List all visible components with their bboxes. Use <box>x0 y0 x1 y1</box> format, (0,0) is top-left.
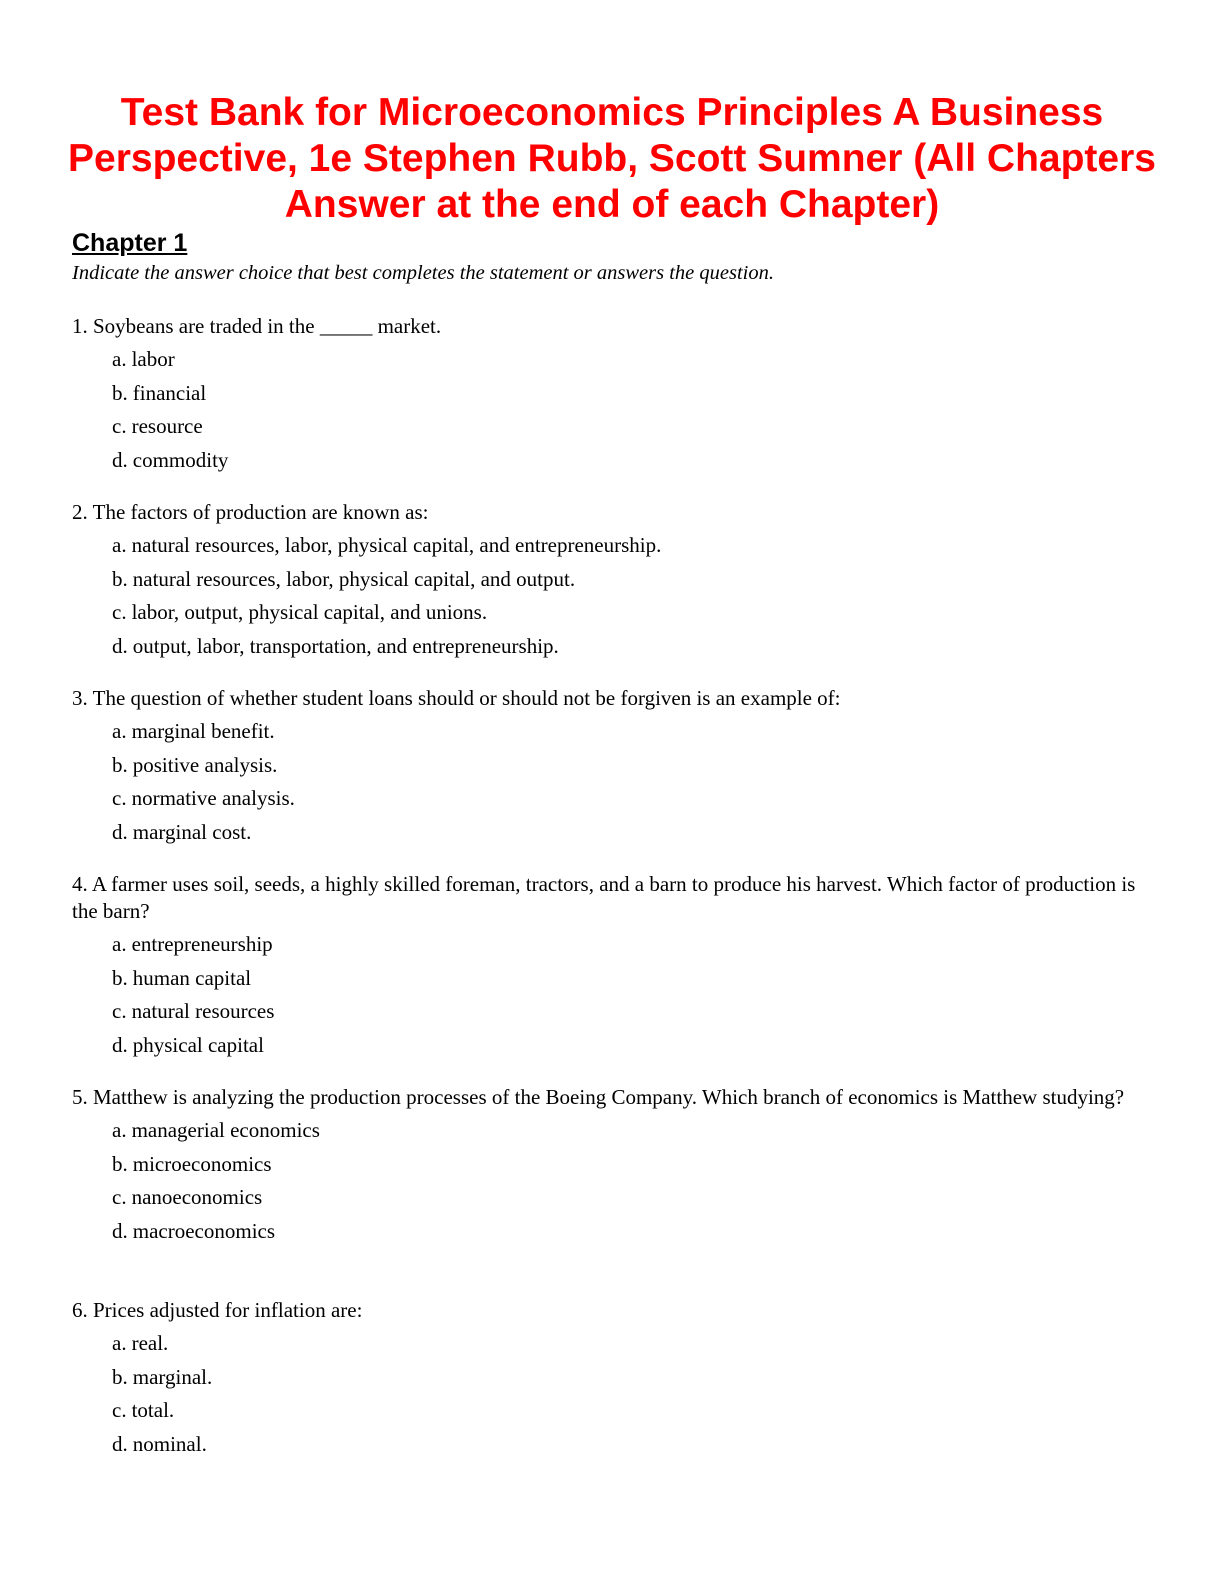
choice-letter: a. <box>112 347 127 371</box>
choice-text: microeconomics <box>132 1151 272 1176</box>
answer-choice-b <box>112 962 1152 996</box>
question-2 <box>72 499 1152 663</box>
choice-letter: b. <box>112 965 128 990</box>
question-text: 4. A farmer uses soil, seeds, a highly skilled foreman, tractors, and a barn to produce his harvest. Which factor of production is the barn? <box>72 872 1136 923</box>
answer-choice-b <box>112 1148 1152 1182</box>
choice-letter: b. <box>112 752 128 777</box>
question-1 <box>72 313 1152 477</box>
answer-choice-b <box>112 1361 1152 1395</box>
choice-letter: d. <box>112 633 128 658</box>
answer-choices <box>72 529 1152 663</box>
answer-choice-a <box>112 1327 1152 1361</box>
choice-text: real. <box>131 1331 169 1355</box>
choice-text: marginal. <box>132 1364 213 1389</box>
answer-choice-d <box>112 1215 1152 1249</box>
question-5 <box>72 1084 1152 1248</box>
choice-letter: a. <box>112 719 127 743</box>
answer-choice-c <box>112 410 1152 444</box>
question-text: 5. Matthew is analyzing the production processes of the Boeing Company. Which branch of economics is Matthew studying? <box>72 1085 1125 1109</box>
answer-choice-c <box>112 1394 1152 1428</box>
answer-choices <box>72 1327 1152 1461</box>
choice-text: entrepreneurship <box>131 932 273 956</box>
choice-text: financial <box>132 380 207 405</box>
choice-text: macroeconomics <box>132 1218 276 1243</box>
answer-choice-d <box>112 1428 1152 1462</box>
document-title: Test Bank for Microeconomics Principles A Business Perspective, 1e Stephen Rubb, Scott Sumner (All Chapters Answer at the end of each Chapter) <box>68 91 1156 226</box>
choice-text: commodity <box>132 447 229 472</box>
answer-choice-a <box>112 343 1152 377</box>
choice-letter: b. <box>112 1364 128 1389</box>
answer-choice-d <box>112 444 1152 478</box>
choice-text: natural resources, labor, physical capital, and entrepreneurship. <box>131 533 662 557</box>
answer-choice-a <box>112 529 1152 563</box>
choice-letter: d. <box>112 1032 128 1057</box>
choice-letter: c. <box>112 999 127 1023</box>
answer-choice-a <box>112 928 1152 962</box>
choice-letter: a. <box>112 1331 127 1355</box>
choice-letter: b. <box>112 1151 128 1176</box>
choice-text: labor, output, physical capital, and unions. <box>131 600 488 624</box>
choice-text: managerial economics <box>131 1118 320 1142</box>
answer-choices <box>72 928 1152 1062</box>
choice-letter: b. <box>112 566 128 591</box>
answer-choices <box>72 1114 1152 1248</box>
choice-text: positive analysis. <box>132 752 278 777</box>
choice-letter: d. <box>112 447 128 472</box>
choice-letter: c. <box>112 1185 127 1209</box>
answer-choice-a <box>112 715 1152 749</box>
instructions-text: Indicate the answer choice that best completes the statement or answers the question. <box>72 262 774 284</box>
choice-letter: a. <box>112 932 127 956</box>
choice-text: human capital <box>132 965 252 990</box>
answer-choice-c <box>112 596 1152 630</box>
question-6 <box>72 1297 1152 1461</box>
answer-choice-d <box>112 630 1152 664</box>
choice-text: resource <box>131 414 203 438</box>
choice-text: total. <box>131 1398 175 1422</box>
answer-choices <box>72 343 1152 477</box>
answer-choice-b <box>112 377 1152 411</box>
choice-letter: c. <box>112 414 127 438</box>
choice-text: labor <box>131 347 175 371</box>
question-text: 3. The question of whether student loans should or should not be forgiven is an example of: <box>72 686 841 710</box>
choice-letter: a. <box>112 533 127 557</box>
choice-text: natural resources <box>131 999 275 1023</box>
question-3 <box>72 685 1152 849</box>
answer-choice-d <box>112 816 1152 850</box>
choice-text: output, labor, transportation, and entrepreneurship. <box>132 633 559 658</box>
choice-letter: a. <box>112 1118 127 1142</box>
choice-letter: c. <box>112 786 127 810</box>
answer-choice-a <box>112 1114 1152 1148</box>
choice-letter: d. <box>112 1218 128 1243</box>
choice-letter: c. <box>112 1398 127 1422</box>
answer-choice-c <box>112 995 1152 1029</box>
choice-text: nanoeconomics <box>131 1185 263 1209</box>
answer-choice-b <box>112 749 1152 783</box>
choice-letter: d. <box>112 819 128 844</box>
answer-choice-c <box>112 1181 1152 1215</box>
choice-letter: c. <box>112 600 127 624</box>
choice-letter: b. <box>112 380 128 405</box>
question-4 <box>72 871 1152 1062</box>
choice-text: physical capital <box>132 1032 264 1057</box>
choice-text: natural resources, labor, physical capital, and output. <box>132 566 576 591</box>
question-text: 1. Soybeans are traded in the _____ market. <box>72 314 442 338</box>
answer-choice-b <box>112 563 1152 597</box>
choice-letter: d. <box>112 1431 128 1456</box>
choice-text: normative analysis. <box>131 786 295 810</box>
choice-text: marginal benefit. <box>131 719 275 743</box>
choice-text: nominal. <box>132 1431 207 1456</box>
answer-choice-d <box>112 1029 1152 1063</box>
question-text: 2. The factors of production are known as: <box>72 500 429 524</box>
answer-choices <box>72 715 1152 849</box>
chapter-heading: Chapter 1 <box>72 229 188 257</box>
question-text: 6. Prices adjusted for inflation are: <box>72 1298 363 1322</box>
answer-choice-c <box>112 782 1152 816</box>
choice-text: marginal cost. <box>132 819 252 844</box>
